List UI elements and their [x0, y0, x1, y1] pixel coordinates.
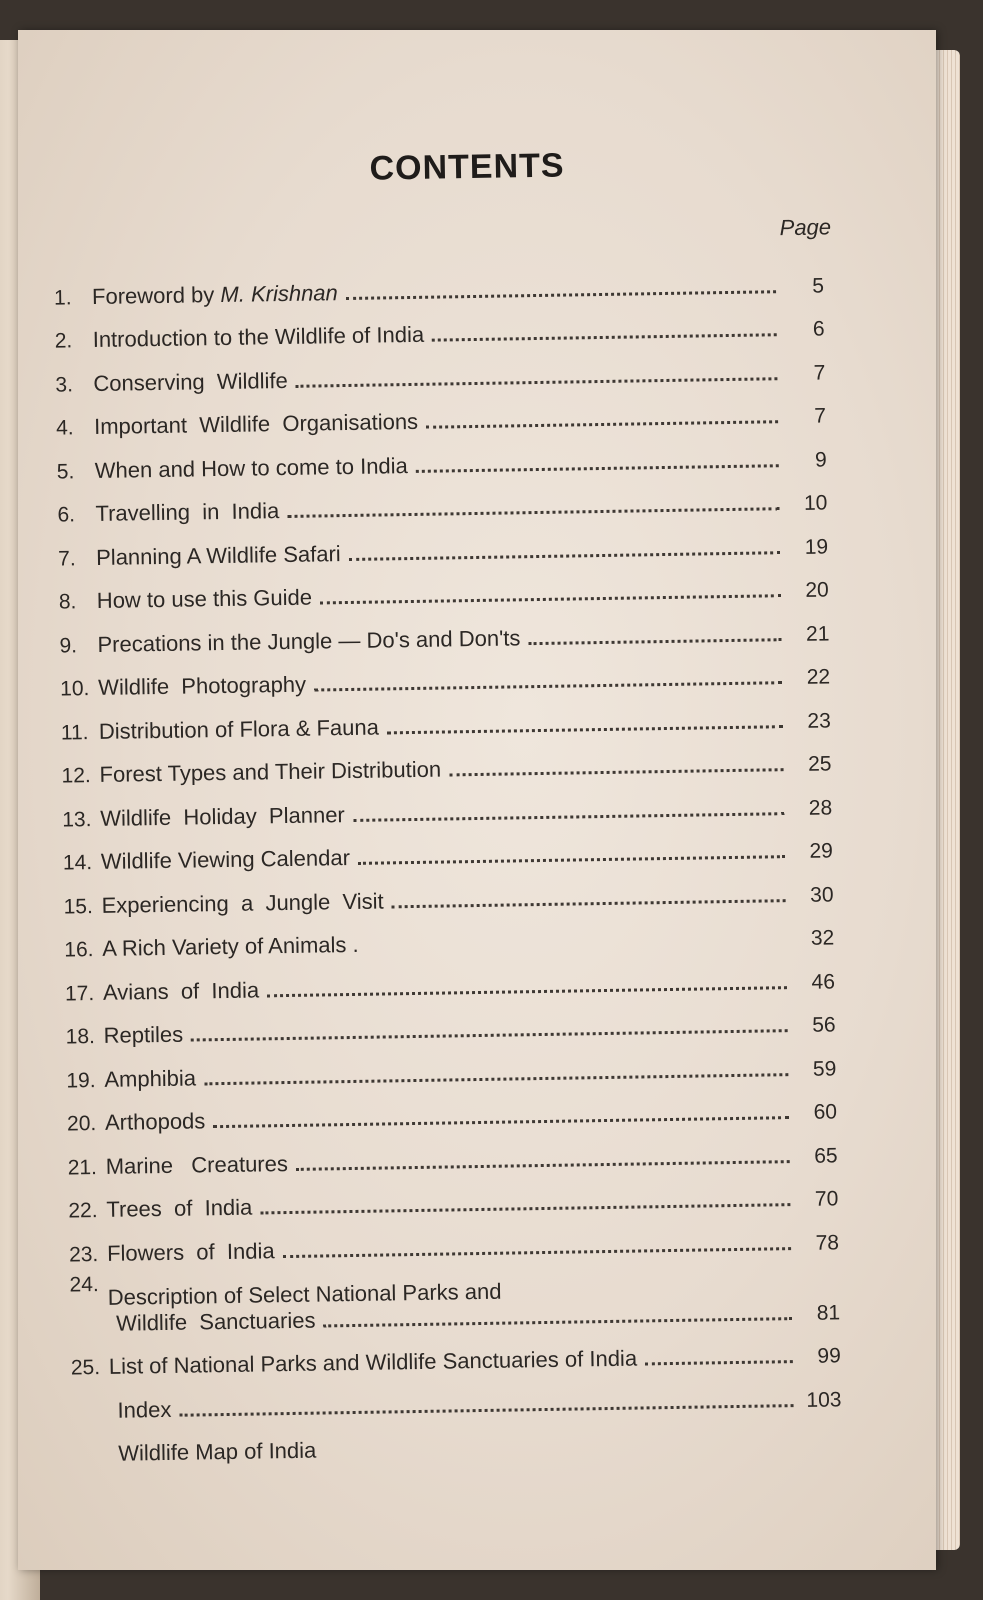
entry-page: 30 — [809, 882, 834, 907]
entry-number: 25. — [70, 1355, 101, 1380]
leader-dots — [314, 681, 782, 691]
entry-page: 81 — [816, 1300, 841, 1325]
entry-page: 28 — [808, 795, 833, 820]
entry-title: Experiencing a Jungle Visit — [101, 887, 384, 918]
leader-dots — [349, 551, 780, 561]
entry-page: 21 — [805, 621, 830, 646]
entry-title: Avians of India — [102, 976, 260, 1005]
entry-title: Flowers of India — [106, 1237, 275, 1266]
entry-number: 3. — [55, 372, 74, 397]
leader-dots — [320, 594, 781, 604]
entry-title: Index — [117, 1396, 172, 1423]
entry-number — [72, 1467, 110, 1468]
leader-dots — [528, 638, 781, 645]
page-column-header: Page — [779, 214, 832, 241]
leader-dots — [449, 768, 783, 776]
entry-number: 23. — [68, 1242, 99, 1266]
entry-page: 60 — [813, 1100, 838, 1124]
entry-number: 8. — [58, 590, 77, 614]
entry-page: 23 — [807, 708, 831, 733]
entry-number: 15. — [63, 894, 94, 919]
entry-title: Reptiles — [103, 1021, 184, 1048]
book-page — [18, 30, 936, 1570]
entry-number: 19. — [66, 1068, 96, 1092]
leader-dots — [387, 725, 783, 734]
leader-dots — [296, 377, 778, 388]
leader-dots — [324, 1317, 793, 1327]
toc-entry-24 — [69, 1255, 840, 1337]
entry-number: 5. — [56, 459, 75, 484]
entry-title: Amphibia — [104, 1064, 197, 1092]
entry-title: Conserving Wildlife — [93, 367, 288, 396]
entry-number: 14. — [62, 851, 93, 875]
entry-page: 9 — [814, 447, 827, 472]
entry-title: Wildlife Photography — [97, 671, 307, 700]
entry-title: Trees of India — [106, 1194, 253, 1222]
entry-title — [92, 280, 338, 310]
entry-number: 22. — [68, 1199, 98, 1223]
leader-dots — [416, 464, 779, 473]
entry-page: 99 — [817, 1344, 841, 1368]
entry-title: A Rich Variety of Animals . — [102, 931, 359, 961]
leader-dots — [392, 899, 786, 908]
leader-dots — [353, 812, 784, 822]
entry-page: 22 — [806, 665, 831, 689]
entry-title: Marine Creatures — [105, 1150, 289, 1179]
page-content — [6, 23, 948, 1577]
entry-number: 24. — [69, 1272, 99, 1296]
leader-dots — [296, 1160, 790, 1171]
entry-title: Travelling in India — [95, 498, 280, 526]
entry-title-prefix: Foreword by — [91, 281, 221, 309]
entry-number: 18. — [65, 1025, 96, 1049]
leader-dots — [358, 855, 785, 865]
entry-number: 13. — [62, 807, 92, 832]
entry-title: Wildlife Holiday Planner — [100, 801, 345, 831]
entry-title-continued: Wildlife Sanctuaries — [115, 1307, 316, 1336]
entry-title: When and How to come to India — [94, 452, 408, 483]
entry-title: List of National Parks and Wildlife Sanctuaries of India — [108, 1345, 638, 1379]
entry-page: 19 — [804, 534, 829, 559]
leader-dots — [287, 507, 779, 518]
entry-number: 9. — [59, 633, 78, 658]
entry-page: 7 — [814, 404, 827, 428]
entry-title: Wildlife Viewing Calendar — [100, 845, 351, 874]
entry-number: 21. — [67, 1155, 98, 1179]
entry-number: 7. — [57, 546, 76, 571]
entry-page: 5 — [812, 273, 825, 298]
entry-title: Introduction to the Wildlife of India — [92, 321, 425, 352]
entry-page: 70 — [814, 1187, 839, 1211]
entry-number: 4. — [55, 416, 74, 440]
entry-title: Important Wildlife Organisations — [93, 408, 419, 439]
entry-number: 6. — [57, 503, 76, 527]
entry-title: Arthopods — [104, 1108, 206, 1135]
entry-title: Forest Types and Their Distribution — [99, 756, 442, 787]
entry-page: 25 — [807, 752, 832, 776]
entry-page: 59 — [812, 1056, 837, 1081]
entry-page: 46 — [811, 969, 836, 994]
contents-title: CONTENTS — [369, 146, 565, 188]
entry-number: 2. — [54, 329, 73, 353]
entry-page: 32 — [810, 926, 835, 950]
entry-page: 65 — [814, 1143, 838, 1168]
entry-title: Planning A Wildlife Safari — [95, 540, 341, 570]
entry-number: 10. — [60, 677, 90, 701]
entry-page: 6 — [812, 317, 825, 341]
entry-title: Precations in the Jungle — Do's and Don'ts — [97, 624, 521, 657]
entry-page: 29 — [809, 839, 834, 863]
entry-page: 7 — [813, 360, 826, 385]
entry-page: 20 — [805, 578, 829, 602]
leader-dots — [426, 420, 778, 429]
leader-dots — [346, 290, 776, 300]
entry-number: 1. — [53, 285, 72, 310]
entry-title: Distribution of Flora & Fauna — [98, 714, 380, 744]
entry-title: How to use this Guide — [96, 584, 313, 613]
entry-number: 20. — [66, 1112, 97, 1136]
leader-dots — [645, 1360, 793, 1365]
entry-title: Wildlife Map of India — [118, 1437, 317, 1466]
entry-number: 17. — [64, 981, 95, 1005]
entry-page: 103 — [806, 1387, 842, 1412]
entry-page: 56 — [812, 1013, 836, 1037]
entry-number: 16. — [64, 938, 94, 962]
entry-number: 11. — [60, 720, 89, 745]
leader-dots — [432, 333, 777, 341]
table-of-contents — [54, 254, 843, 1467]
entry-page: 78 — [815, 1230, 840, 1255]
entry-number: 12. — [61, 764, 91, 788]
entry-title: Description of Select National Parks and — [107, 1278, 502, 1310]
entry-author: M. Krishnan — [220, 279, 338, 307]
entry-page: 10 — [803, 491, 828, 515]
